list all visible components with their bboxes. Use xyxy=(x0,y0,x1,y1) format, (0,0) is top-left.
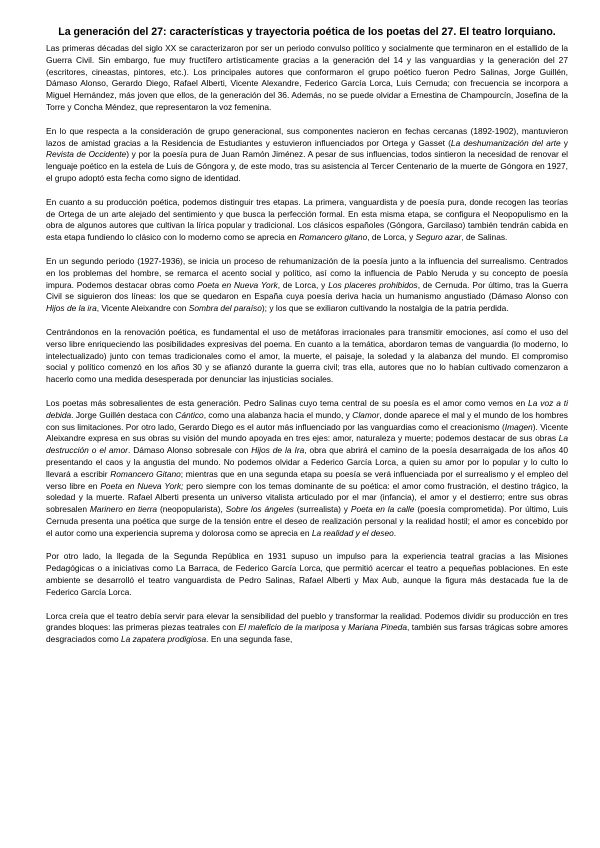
paragraph xyxy=(46,256,568,315)
italic-title-run: Poeta en Nueva York; xyxy=(100,480,184,491)
text-run: En lo que respecta a la consideración de grupo generacional, sus componentes nacieron en fechas cercanas (1892-1902), mantuvieron lazos de amistad gracias a la Residencia de Estudiantes y estuvieron influenciados por Ortega y Gasset ( xyxy=(46,125,568,148)
paragraph xyxy=(46,551,568,598)
italic-title-run: La voz a ti debida xyxy=(46,397,568,420)
text-run: , donde aparece el mal y el mundo de los hombres con sus limitaciones. Por otro lado, Gerardo Diego es el autor más influenciado por las vanguardias como el creacionismo ( xyxy=(46,409,568,432)
italic-title-run: La deshumanización del arte xyxy=(450,137,561,148)
text-run: , Vicente Aleixandre con xyxy=(96,303,189,314)
italic-title-run: Hijos de la Ira xyxy=(251,445,305,456)
text-run: (surrealista) y xyxy=(293,504,351,515)
text-run: ). Vicente Aleixandre expresa en sus obras su visión del mundo apoyada en tres ejes: amor, naturaleza y muerte; podemos destacar de sus obras xyxy=(46,421,568,444)
italic-title-run: Sobre los ángeles xyxy=(225,504,294,515)
text-run: ; mientras que en una segunda etapa su poesía se verá influenciada por el surrealismo y el empleo del verso libre en xyxy=(46,468,568,491)
italic-title-run: La destrucción o el amor xyxy=(46,433,568,456)
text-run: Centrándonos en la renovación poética, es fundamental el uso de metáforas irracionales para transmitir emociones, así como el uso del verso libre enriqueciendo las posibilidades expresivas del poema. En cuanto a la temática, abordaron temas de vanguardia (lo moderno, lo intelectualizado) junto con temas tradicionales como el amor, la muerte, el paisaje, la soledad y la alabanza del mundo. El compromiso social y político comenzó en los años 30 y se afianzó durante la guerra civil; tras ella, autores que no lo habían cultivado comenzaron a hacerlo como una medida desesperada por denunciar las injusticias sociales. xyxy=(46,326,568,385)
text-run: ) y por la poesía pura de Juan Ramón Jiménez. A pesar de sus influencias, todos sintieron la necesidad de renovar el lenguaje poético en la estela de Luis de Góngora y, de este modo, tras su asistencia al Tercer Centenario de la muerte de Góngora en 1927, el grupo adoptó esta fecha como signo de identidad. xyxy=(46,149,569,183)
paragraph xyxy=(46,197,568,244)
document-title: La generación del 27: características y trayectoria poética de los poetas del 27. El teatro lorquiano. xyxy=(58,26,556,38)
italic-title-run: La realidad y el deseo xyxy=(311,527,394,538)
italic-title-run: Romancero gitano xyxy=(298,232,368,243)
text-run: , obra que abrirá el camino de la poesía desarraigada de los años 40 presentando el caos y la angustia del mundo. No podemos olvidar a Federico García Lorca, a quien su amor por lo popular y lo culto lo llevará a escribir xyxy=(46,445,568,479)
text-run: Por otro lado, la llegada de la Segunda República en 1931 supuso un impulso para la experiencia teatral gracias a las Misiones Pedagógicas o a iniciativas como La Barraca, de Federico García Lorca, que permitió acercar el teatro a pequeñas poblaciones. En este ambiente se desarrolló el teatro vanguardista de Pedro Salinas, Rafael Alberti y Max Aub, aunque la figura más destacada fue la de Federico García Lorca. xyxy=(46,551,568,597)
text-run: , de Cernuda. Por último, tras la Guerra Civil se siguieron dos líneas: los que se quedaron en España cuya poesía deriva hacia un humanismo angustiado (Dámaso Alonso con xyxy=(46,279,569,302)
italic-title-run: Poeta en la calle xyxy=(350,504,415,515)
text-run: Las primeras décadas del siglo XX se caracterizaron por ser un periodo convulso político y socialmente que terminaron en el estallido de la Guerra Civil. Sin embargo, fue muy fructífero artísticamente gracias a la generación del 14 y las vanguardias y la generación del 27 (escritores, cineastas, pintores, etc.). Los principales autores que conformaron el grupo poético fueron Pedro Salinas, Jorge Guillén, Dámaso Alonso, Gerardo Diego, Rafael Alberti, Vicente Alexandre, Federico García Lorca, Luis Cernuda; con frecuencia se incorpora a Miguel Hernández, más joven que ellos, de la generación del 36. Además, no se puede olvidar a Ernestina de Champourcín, Josefina de la Torre y Concha Méndez, que representaron la voz femenina. xyxy=(46,43,568,112)
paragraph xyxy=(46,398,568,540)
italic-title-run: Revista de Occidente xyxy=(46,149,127,160)
italic-title-run: Seguro azar xyxy=(415,232,462,243)
text-run: ); y los que se exiliaron cultivando la nostalgia de la patria perdida. xyxy=(261,303,509,314)
text-run: En cuanto a su producción poética, podemos distinguir tres etapas. La primera, vanguardista y de poesía pura, donde recogen las teorías de Ortega de un arte alejado del sentimiento y que busca la perfección formal. En esta misma etapa, se configura el Neopopulismo en la obra de algunos autores que cultivan la lírica popular y tradicional. Los clásicos españoles (Góngora, Garcilaso) también tendrán cabida en esta etapa fundiendo lo clásico con lo moderno como se aprecia en xyxy=(46,196,568,243)
italic-title-run: Hijos de la ira xyxy=(46,303,97,314)
text-run: . Dámaso Alonso sobresale con xyxy=(127,445,252,456)
text-run: . xyxy=(393,527,397,538)
text-run: (neopopularista), xyxy=(157,504,226,515)
text-run: y xyxy=(339,622,349,633)
text-run: pero siempre con los temas dominante de su poética: el amor como frustración, el destino trágico, la soledad y la muerte. Rafael Alberti presenta un universo vitalista articulado por el mar (infancia), el amor y el destierro; entre sus obras sobresalen xyxy=(46,480,568,515)
text-run: (poesía comprometida). Por último, Luis Cernuda presenta una poética que surge de la tensión entre el deseo de realización personal y la realidad hostil; el amor es concebido por el autor como una experiencia suprema y dolorosa como se aprecia en xyxy=(46,504,568,538)
italic-title-run: Sombra del paraíso xyxy=(188,303,262,314)
text-run: . Jorge Guillén destaca con xyxy=(71,409,176,420)
text-run: , de Lorca, y xyxy=(277,279,329,290)
text-run: . En una segunda fase, xyxy=(206,634,293,645)
italic-title-run: La zapatera prodigiosa xyxy=(120,634,207,645)
italic-title-run: Los placeres prohibidos xyxy=(328,279,418,290)
text-run: Los poetas más sobresalientes de esta generación. Pedro Salinas cuyo tema central de su poesía es el amor como vemos en xyxy=(46,397,529,408)
text-run: , de Salinas. xyxy=(461,232,508,243)
italic-title-run: Poeta en Nueva York xyxy=(197,279,278,290)
text-run: , de Lorca, y xyxy=(367,232,416,243)
italic-title-run: Mariana Pineda xyxy=(348,622,407,633)
italic-title-run: Romancero Gitano xyxy=(110,468,181,479)
italic-title-run: Imagen xyxy=(504,421,533,432)
paragraph xyxy=(46,327,568,386)
text-run: En un segundo periodo (1927-1936), se inicia un proceso de rehumanización de la poesía junto a la influencia del surrealismo. Centrados en los problemas del hombre, se remarca el acento social y político, así como la influencia de Pablo Neruda y su concepto de poesía impura. Podemos destacar obras como xyxy=(46,255,568,290)
italic-title-run: Cántico xyxy=(175,409,204,420)
paragraph xyxy=(46,611,568,646)
italic-title-run: Marinero en tierra xyxy=(89,504,158,515)
document-body xyxy=(46,43,568,646)
text-run: , como una alabanza hacia el mundo, y xyxy=(203,409,353,420)
italic-title-run: El maleficio de la mariposa xyxy=(238,622,340,633)
paragraph xyxy=(46,126,568,185)
paragraph xyxy=(46,43,568,114)
text-run: Lorca creía que el teatro debía servir para elevar la sensibilidad del pueblo y transformar la realidad. Podemos dividir su producción en tres grandes bloques: las primeras piezas teatrales con xyxy=(46,610,568,633)
text-run: , también sus farsas trágicas sobre amores desgraciados como xyxy=(46,622,568,645)
italic-title-run: Clamor xyxy=(352,409,380,420)
text-run: y xyxy=(560,137,568,148)
